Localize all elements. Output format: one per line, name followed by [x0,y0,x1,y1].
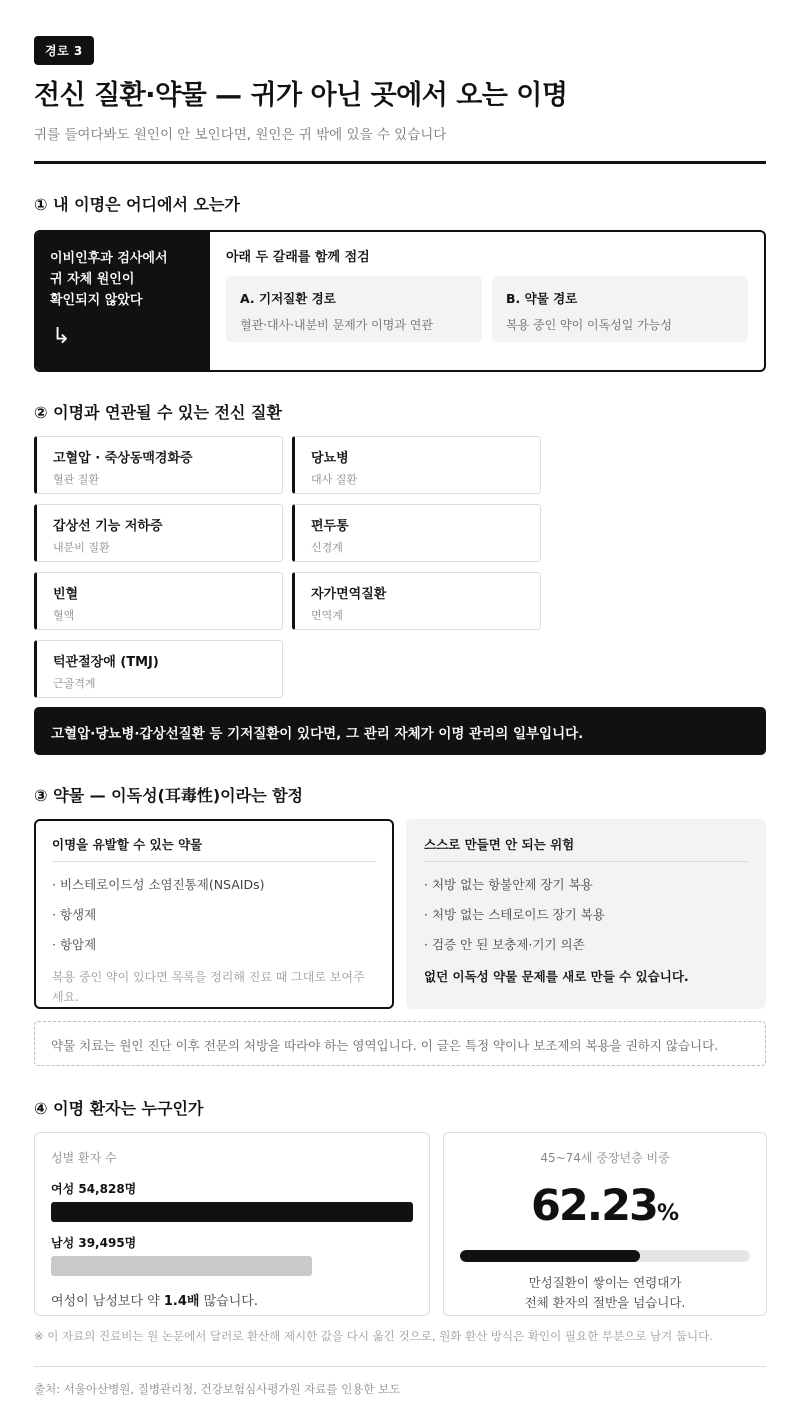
origin-condition-line-1: 이비인후과 검사에서 [50,251,168,266]
disease-grid [34,436,766,698]
disease-card [34,572,283,630]
disease-category: 신경계 [311,541,343,554]
male-count-label: 남성 39,495명 [51,1236,137,1250]
ototoxic-drugs-title: 이명을 유발할 수 있는 약물 [52,835,376,862]
section2-title: ② 이명과 연관될 수 있는 전신 질환 [34,403,282,422]
page-content [34,36,766,1397]
route-card-title: B. 약물 경로 [506,291,578,306]
age-ratio-progress [460,1250,750,1262]
route-check-panel [210,232,764,370]
gender-stats-label: 성별 환자 수 [51,1151,117,1165]
route-card-desc: 혈관·대사·내분비 문제가 이명과 연관 [240,318,433,332]
disease-name: 턱관절장애 (TMJ) [53,655,159,670]
origin-condition-panel [36,232,210,370]
patient-stats [34,1132,766,1316]
section4-title: ④ 이명 환자는 누구인가 [34,1099,204,1118]
age-ratio-value: 62.23% [530,1181,680,1231]
comparison-ratio: 1.4배 [163,1294,200,1309]
drug-panels [34,819,766,1009]
footer-divider [34,1366,766,1367]
age-ratio-label: 45~74세 중장년층 비중 [540,1151,670,1165]
medication-disclaimer: 약물 치료는 원인 진단 이후 전문의 처방을 따라야 하는 영역입니다. 이 글은 특정 약이나 보조제의 복용을 권하지 않습니다. [34,1021,766,1066]
age-ratio-card [443,1132,767,1316]
gender-comparison: 여성이 남성보다 약 1.4배 많습니다. [51,1294,258,1309]
disease-card [34,504,283,562]
percent-unit: % [656,1201,680,1226]
ototoxic-drugs-panel [34,819,394,1009]
disease-category: 내분비 질환 [53,541,110,554]
route-card-drug [492,276,748,342]
disease-category: 대사 질환 [311,473,358,486]
drug-list-note: 복용 중인 약이 있다면 목록을 정리해 진료 때 그대로 보여주세요. [52,970,365,1004]
male-bar-track [51,1256,413,1276]
disease-card [292,504,541,562]
route-card-title: A. 기저질환 경로 [240,291,336,306]
self-risk-title: 스스로 만들면 안 되는 위험 [424,835,748,862]
route-card-disease [226,276,482,342]
disease-name: 자가면역질환 [311,587,387,602]
drug-item: · 비스테로이드성 소염진통제(NSAIDs) [52,877,265,892]
page-subtitle: 귀를 들여다봐도 원인이 안 보인다면, 원인은 귀 밖에 있을 수 있습니다 [34,127,447,143]
origin-condition-line-3: 확인되지 않았다 [50,293,143,308]
disease-name: 편두통 [311,519,349,534]
disease-category: 면역계 [311,609,343,622]
risk-item: · 검증 안 된 보충제·기기 의존 [424,937,585,952]
disease-card [292,436,541,494]
origin-condition-line-2: 귀 자체 원인이 [50,272,135,287]
risk-warning: 없던 이독성 약물 문제를 새로 만들 수 있습니다. [424,969,689,984]
arrow-down-right-icon: ↳ [52,324,71,349]
header-divider [34,161,766,164]
self-risk-panel [406,819,766,1009]
disease-name: 당뇨병 [311,451,349,466]
male-bar [51,1256,312,1276]
gender-stats-card [34,1132,430,1316]
disease-card [34,436,283,494]
risk-item: · 처방 없는 스테로이드 장기 복용 [424,907,605,922]
female-bar-track [51,1202,413,1222]
drug-item: · 항생제 [52,907,97,922]
risk-item: · 처방 없는 항불안제 장기 복용 [424,877,593,892]
source-credit: 출처: 서울아산병원, 질병관리청, 건강보험심사평가원 자료를 인용한 보도 [34,1382,401,1396]
disease-name: 갑상선 기능 저하증 [53,519,163,534]
female-bar [51,1202,413,1222]
disease-category: 근골격계 [53,677,96,690]
origin-flow-box [34,230,766,372]
disease-name: 고혈압 · 죽상동맥경화증 [53,451,193,466]
disease-card [292,572,541,630]
route-cards [226,276,748,342]
route-check-title: 아래 두 갈래를 함께 점검 [226,250,370,265]
disease-category: 혈관 질환 [53,473,100,486]
age-ratio-desc: 만성질환이 쌓이는 연령대가 전체 환자의 절반을 넘습니다. [524,1275,686,1310]
disease-category: 혈액 [53,609,75,622]
cost-footnote: ※ 이 자료의 진료비는 원 논문에서 달러로 환산해 제시한 값을 다시 옮긴 것으로, 원화 환산 방식은 확인이 필요한 부분으로 남겨 둡니다. [34,1329,713,1343]
disease-name: 빈혈 [53,587,79,602]
female-count-label: 여성 54,828명 [51,1182,137,1196]
drug-item: · 항암제 [52,937,97,952]
section1-title: ① 내 이명은 어디에서 오는가 [34,195,240,214]
disease-management-banner: 고혈압·당뇨병·갑상선질환 등 기저질환이 있다면, 그 관리 자체가 이명 관리의 일부입니다. [34,707,766,755]
page-title: 전신 질환·약물 — 귀가 아닌 곳에서 오는 이명 [34,80,568,111]
disease-card [34,640,283,698]
section3-title: ③ 약물 — 이독성(耳毒性)이라는 함정 [34,786,304,805]
route-badge: 경로 3 [34,36,94,65]
age-ratio-progress-fill [460,1250,640,1262]
route-card-desc: 복용 중인 약이 이독성일 가능성 [506,318,672,332]
